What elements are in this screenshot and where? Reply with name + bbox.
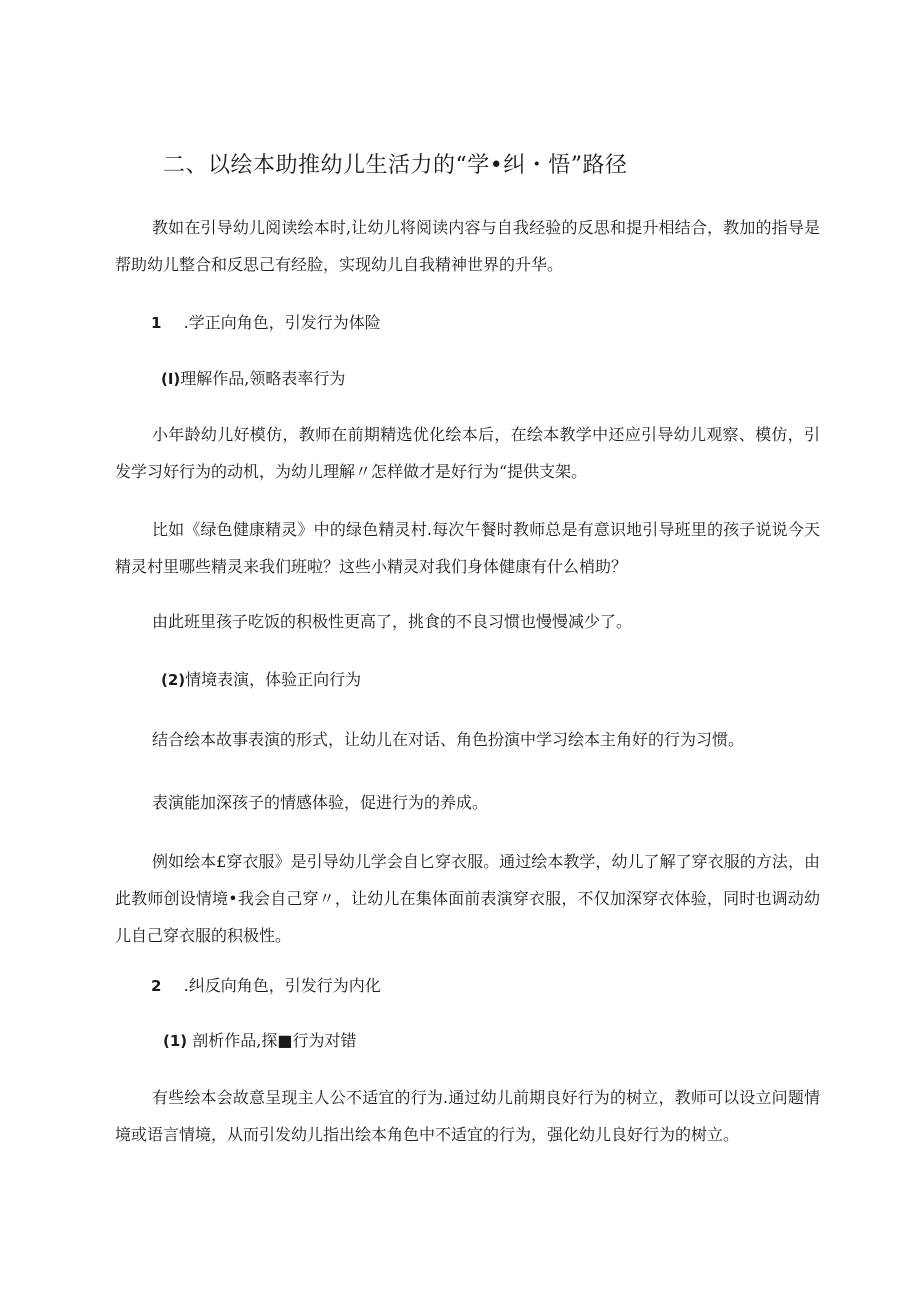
paragraph: 结合绘本故事表演的形式，让幼儿在对话、角色扮演中学习绘本主角好的行为习惯。 bbox=[152, 730, 745, 749]
subsection-1-1-label: 理解作品,领略表率行为 bbox=[180, 369, 346, 388]
subsection-1-2-heading bbox=[161, 667, 361, 690]
subsection-1-1-number: (I) bbox=[161, 370, 181, 388]
paragraph: 由此班里孩子吃饭的积极性更高了，挑食的不良习惯也慢慢减少了。 bbox=[152, 612, 633, 631]
section-2-label: .纠反向角色，引发行为内化 bbox=[183, 976, 381, 995]
subsection-2-1-heading bbox=[163, 1028, 356, 1051]
paragraph: 有些绘本会故意呈现主人公不适宜的行为.通过幼儿前期良好行为的树立，教师可以设立问题情境或语言情境，从而引发幼儿指出绘本角色中不适宜的行为，强化幼儿良好行为的树立。 bbox=[115, 1088, 820, 1144]
paragraph: 例如绘本£穿衣服》是引导幼儿学会自匕穿衣服。通过绘本教学，幼儿了解了穿衣服的方法，由此教师创设情境•我会自己穿〃，让幼儿在集体面前表演穿衣服，不仅加深穿衣体验，同时也调动幼儿自己穿衣服的积极性。 bbox=[115, 852, 820, 945]
subsection-1-2-label: 情境表演，体验正向行为 bbox=[185, 670, 362, 689]
paragraph: 表演能加深孩子的情感体验，促进行为的养成。 bbox=[152, 793, 489, 812]
subsection-1-1-heading bbox=[161, 366, 345, 389]
section-title: 二、以绘本助推幼儿生活力的“学•纠・悟”路径 bbox=[163, 153, 628, 178]
paragraph: 比如《绿色健康精灵》中的绿色精灵村.每次午餐时教师总是有意识地引导班里的孩子说说今天精灵村里哪些精灵来我们班啦？这些小精灵对我们身体健康有什么梢助？ bbox=[115, 520, 820, 576]
subsection-2-1-number: (1) bbox=[163, 1032, 188, 1050]
section-1-number: 1 bbox=[151, 314, 162, 332]
paragraph: 小年龄幼儿好模仿，教师在前期精选优化绘本后，在绘本教学中还应引导幼儿观察、模仿，引发学习好行为的动机，为幼儿理解〃怎样做才是好行为“提供支架。 bbox=[115, 425, 820, 481]
subsection-2-1-label: 剖析作品,探■行为对错 bbox=[192, 1031, 357, 1050]
section-1-heading bbox=[151, 310, 381, 333]
section-2-heading bbox=[151, 973, 381, 996]
intro-paragraph: 教如在引导幼儿阅读绘本时,让幼儿将阅读内容与自我经验的反思和提升相结合，教加的指导是帮助幼儿整合和反思己有经脸，实现幼儿自我精神世界的升华。 bbox=[115, 218, 820, 274]
section-1-label: .学正向角色，引发行为体险 bbox=[183, 313, 381, 332]
section-2-number: 2 bbox=[151, 977, 162, 995]
subsection-1-2-number: (2) bbox=[161, 671, 186, 689]
